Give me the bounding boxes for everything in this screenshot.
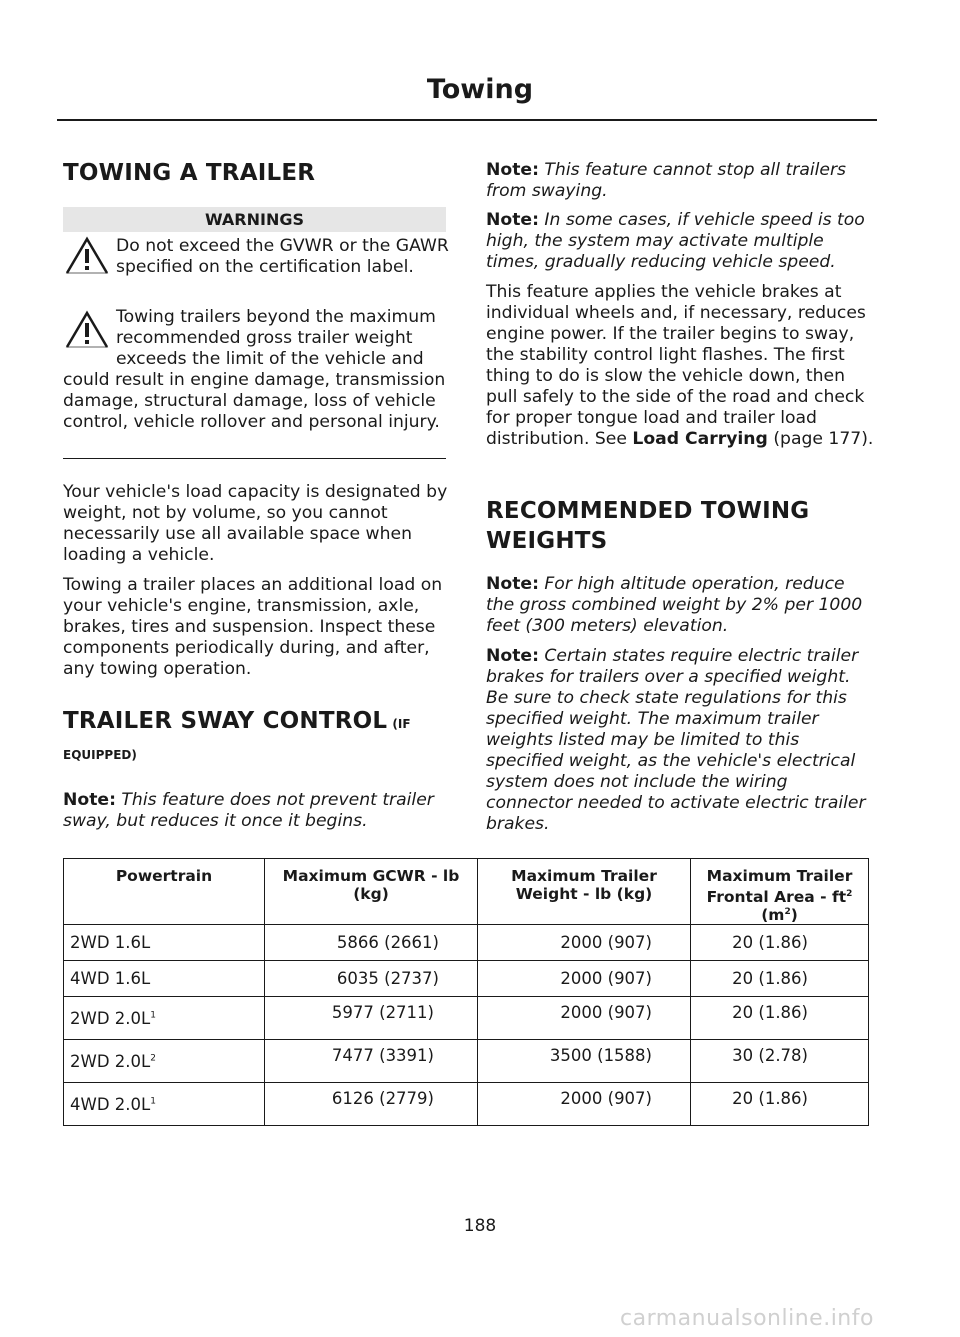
warnings-end-rule xyxy=(63,458,446,459)
note-2-text: This feature cannot stop all trailers from swaying. xyxy=(486,160,847,201)
page-header xyxy=(0,74,960,105)
header-trailer-weight: Maximum Trailer Weight - lb (kg) xyxy=(478,859,691,925)
watermark: carmanualsonline.info xyxy=(620,1306,874,1331)
note-label: Note: xyxy=(486,574,539,594)
note-label: Note: xyxy=(486,210,539,230)
note-3-text: In some cases, if vehicle speed is too high, the system may activate multiple times, gradually reducing vehicle speed. xyxy=(486,210,865,272)
warning-1-text: Do not exceed the GVWR or the GAWR specified on the certification label. xyxy=(116,236,449,277)
trailer-sway-suffix-2: EQUIPPED) xyxy=(63,748,137,762)
header-rule xyxy=(57,119,877,121)
cell-weight: 2000 (907) xyxy=(478,1083,691,1126)
towing-weights-table-wrapper xyxy=(63,858,869,1126)
warning-2-line-2: recommended gross trailer weight xyxy=(116,328,413,348)
note-4 xyxy=(486,574,874,637)
stability-text: This feature applies the vehicle brakes at individual wheels and, if necessary, reduces engine power. If the trailer begins to sway, the stability control light flashes. The first thing to do is slow the vehicle down, then pull safely to the side of the road and check for proper tongue load and trailer load distribution. See xyxy=(486,282,866,449)
note-4-text: For high altitude operation, reduce the gross combined weight by 2% per 1000 feet (300 meters) elevation. xyxy=(486,574,863,636)
cell-area: 20 (1.86) xyxy=(691,997,869,1040)
note-2 xyxy=(486,160,872,202)
cell-weight: 3500 (1588) xyxy=(478,1040,691,1083)
stability-paragraph xyxy=(486,282,874,450)
section-title-recommended-towing-2: WEIGHTS xyxy=(486,528,608,554)
section-title-trailer-sway xyxy=(63,708,453,734)
table-row xyxy=(64,1040,869,1083)
note-label: Note: xyxy=(486,160,539,180)
cell-powertrain: 4WD $2.0L^1$ xyxy=(64,1083,265,1126)
note-5 xyxy=(486,646,874,835)
cell-weight: 2000 (907) xyxy=(478,997,691,1040)
cell-gcwr: 7477 (3391) xyxy=(265,1040,478,1083)
cell-gcwr: 6126 (2779) xyxy=(265,1083,478,1126)
table-row xyxy=(64,997,869,1040)
load-carrying-link[interactable]: Load Carrying xyxy=(632,429,768,449)
towing-weights-table xyxy=(63,858,869,1126)
note-label: Note: xyxy=(63,790,116,810)
section-title-towing-a-trailer: TOWING A TRAILER xyxy=(63,160,316,186)
section-title-recommended-towing-1: RECOMMENDED TOWING xyxy=(486,498,810,524)
header-powertrain: Powertrain xyxy=(64,859,265,925)
load-carrying-page-ref: (page 177). xyxy=(773,429,874,449)
header-frontal-area: Maximum Trailer Frontal Area - $ft^2$ $(m^2)$ xyxy=(691,859,869,925)
trailer-sway-title: TRAILER SWAY CONTROL xyxy=(63,708,388,734)
cell-weight: 2000 (907) xyxy=(478,925,691,961)
warning-triangle-icon xyxy=(64,236,110,276)
cell-powertrain: 2WD $2.0L^1$ xyxy=(64,997,265,1040)
cell-gcwr: 6035 (2737) xyxy=(265,961,478,997)
cell-area: 30 (2.78) xyxy=(691,1040,869,1083)
note-label: Note: xyxy=(486,646,539,666)
cell-powertrain: 4WD 1.6L xyxy=(64,961,265,997)
cell-area: 20 (1.86) xyxy=(691,961,869,997)
load-capacity-paragraph: Your vehicle's load capacity is designated by weight, not by volume, so you cannot necessarily use all available space when loading a vehicle. xyxy=(63,482,448,565)
towing-load-paragraph: Towing a trailer places an additional load on your vehicle's engine, transmission, axle, brakes, tires and suspension. Inspect these components periodically during, and after, any towing operation. xyxy=(63,575,443,679)
warning-triangle-icon xyxy=(64,310,110,350)
warning-2-continuation: could result in engine damage, transmission damage, structural damage, loss of vehicle control, vehicle rollover and personal injury. xyxy=(63,370,446,432)
page-number: 188 xyxy=(463,1216,497,1236)
table-row xyxy=(64,925,869,961)
note-1-text: This feature does not prevent trailer sway, but reduces it once it begins. xyxy=(63,790,434,831)
header-gcwr: Maximum GCWR - lb (kg) xyxy=(265,859,478,925)
warning-2-line-1: Towing trailers beyond the maximum xyxy=(116,307,436,327)
cell-weight: 2000 (907) xyxy=(478,961,691,997)
cell-powertrain: 2WD $2.0L^2$ xyxy=(64,1040,265,1083)
table-header-row xyxy=(64,859,869,925)
table-row xyxy=(64,961,869,997)
trailer-sway-suffix-1: (IF xyxy=(392,717,411,731)
cell-gcwr: 5866 (2661) xyxy=(265,925,478,961)
warnings-heading-box xyxy=(63,207,446,232)
cell-area: 20 (1.86) xyxy=(691,925,869,961)
note-3 xyxy=(486,210,872,273)
header-title: Towing xyxy=(426,74,534,105)
warning-2-line-3: exceeds the limit of the vehicle and xyxy=(116,349,424,369)
cell-area: 20 (1.86) xyxy=(691,1083,869,1126)
table-row xyxy=(64,1083,869,1126)
warnings-heading: WARNINGS xyxy=(204,210,305,229)
cell-powertrain: 2WD 1.6L xyxy=(64,925,265,961)
note-5-text: Certain states require electric trailer brakes for trailers over a specified weight. Be sure to check state regulations for this specified weight. The maximum trailer weights listed may be limited to this specified weight, as the vehicle's electrical system does not include the wiring connector needed to activate electric trailer brakes. xyxy=(486,646,866,834)
cell-gcwr: 5977 (2711) xyxy=(265,997,478,1040)
note-1 xyxy=(63,790,449,832)
